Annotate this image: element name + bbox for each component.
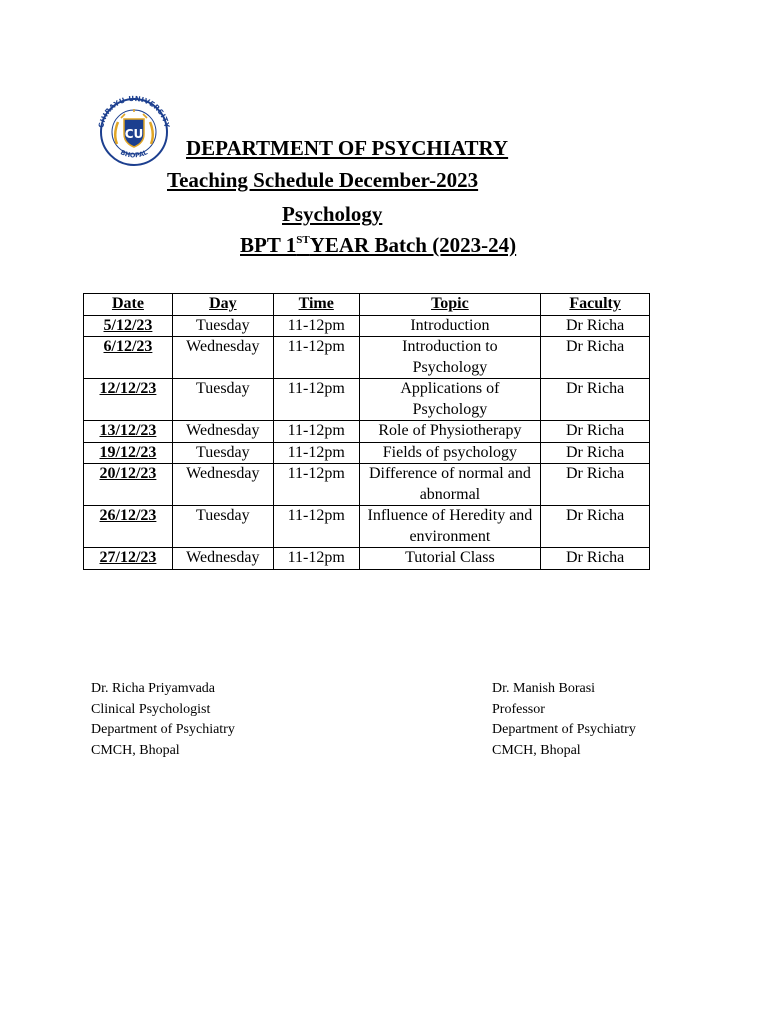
header-topic: Topic bbox=[359, 294, 541, 316]
cell-topic: Difference of normal and abnormal bbox=[359, 464, 541, 506]
cell-time: 11-12pm bbox=[273, 464, 359, 506]
cell-day: Wednesday bbox=[172, 548, 273, 570]
schedule-table bbox=[83, 293, 650, 570]
cell-time: 11-12pm bbox=[273, 315, 359, 337]
signatory-department: Department of Psychiatry bbox=[492, 722, 636, 737]
signatory-name: Dr. Richa Priyamvada bbox=[91, 681, 216, 696]
cell-faculty: Dr Richa bbox=[541, 315, 650, 337]
batch-superscript: ST bbox=[296, 234, 310, 246]
signatory-title: Clinical Psychologist bbox=[91, 701, 211, 717]
cell-faculty: Dr Richa bbox=[541, 442, 650, 464]
cell-date: 5/12/23 bbox=[84, 315, 173, 337]
logo-text-bottom: BHOPAL bbox=[119, 148, 149, 160]
cell-faculty: Dr Richa bbox=[541, 464, 650, 506]
cell-faculty: Dr Richa bbox=[541, 506, 650, 548]
cell-faculty: Dr Richa bbox=[541, 548, 650, 570]
cell-day: Tuesday bbox=[172, 379, 273, 421]
table-row bbox=[84, 337, 650, 379]
table-row bbox=[84, 442, 650, 464]
table-row bbox=[84, 379, 650, 421]
cell-topic: Tutorial Class bbox=[359, 548, 541, 570]
cell-time: 11-12pm bbox=[273, 421, 359, 443]
cell-date: 19/12/23 bbox=[84, 442, 173, 464]
header-faculty: Faculty bbox=[541, 294, 650, 316]
cell-day: Tuesday bbox=[172, 506, 273, 548]
table-header-row bbox=[84, 294, 650, 316]
cell-faculty: Dr Richa bbox=[541, 337, 650, 379]
cell-date: 20/12/23 bbox=[84, 464, 173, 506]
table-row bbox=[84, 548, 650, 570]
cell-topic: Influence of Heredity and environment bbox=[359, 506, 541, 548]
cell-faculty: Dr Richa bbox=[541, 421, 650, 443]
cell-day: Wednesday bbox=[172, 464, 273, 506]
cell-day: Wednesday bbox=[172, 337, 273, 379]
department-title: DEPARTMENT OF PSYCHIATRY bbox=[186, 136, 509, 160]
table-row bbox=[84, 315, 650, 337]
header-day: Day bbox=[172, 294, 273, 316]
header-time: Time bbox=[273, 294, 359, 316]
cell-day: Wednesday bbox=[172, 421, 273, 443]
cell-topic: Fields of psychology bbox=[359, 442, 541, 464]
cell-topic: Introduction bbox=[359, 315, 541, 337]
subject-title: Psychology bbox=[282, 202, 383, 226]
signatory-institution: CMCH, Bhopal bbox=[492, 742, 581, 758]
batch-prefix: BPT 1 bbox=[240, 233, 297, 257]
cell-day: Tuesday bbox=[172, 442, 273, 464]
batch-title bbox=[240, 233, 516, 257]
signatory-institution: CMCH, Bhopal bbox=[91, 742, 180, 758]
signature-block-left bbox=[91, 679, 235, 761]
cell-topic: Role of Physiotherapy bbox=[359, 421, 541, 443]
signatory-name: Dr. Manish Borasi bbox=[492, 681, 596, 696]
schedule-title: Teaching Schedule December-2023 bbox=[167, 168, 479, 192]
cell-date: 12/12/23 bbox=[84, 379, 173, 421]
cell-time: 11-12pm bbox=[273, 379, 359, 421]
university-logo bbox=[89, 92, 179, 166]
table-row bbox=[84, 506, 650, 548]
cell-time: 11-12pm bbox=[273, 506, 359, 548]
cell-time: 11-12pm bbox=[273, 548, 359, 570]
cell-time: 11-12pm bbox=[273, 442, 359, 464]
signatory-title: Professor bbox=[492, 701, 545, 717]
table-row bbox=[84, 464, 650, 506]
table-row bbox=[84, 421, 650, 443]
cell-date: 27/12/23 bbox=[84, 548, 173, 570]
logo-text-top: CHIRAYU UNIVERSITY bbox=[97, 94, 171, 129]
cell-date: 26/12/23 bbox=[84, 506, 173, 548]
signatory-department: Department of Psychiatry bbox=[91, 722, 235, 737]
cell-day: Tuesday bbox=[172, 315, 273, 337]
cell-date: 6/12/23 bbox=[84, 337, 173, 379]
cell-date: 13/12/23 bbox=[84, 421, 173, 443]
cell-time: 11-12pm bbox=[273, 337, 359, 379]
batch-suffix: YEAR Batch (2023-24) bbox=[309, 233, 517, 257]
logo-monogram: CU bbox=[124, 127, 144, 141]
signature-block-right bbox=[492, 679, 636, 761]
header-date: Date bbox=[84, 294, 173, 316]
cell-faculty: Dr Richa bbox=[541, 379, 650, 421]
cell-topic: Introduction to Psychology bbox=[359, 337, 541, 379]
cell-topic: Applications of Psychology bbox=[359, 379, 541, 421]
